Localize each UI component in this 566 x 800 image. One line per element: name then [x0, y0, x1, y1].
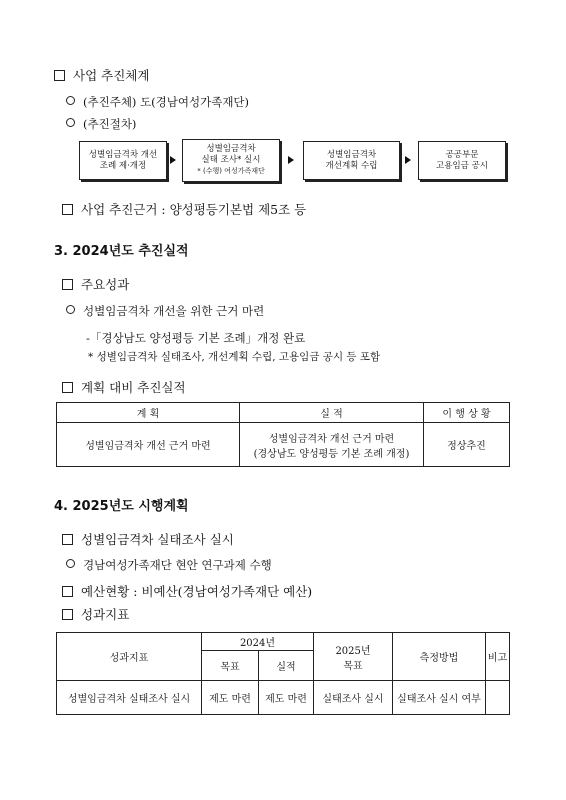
achievement-item: 성별임금격차 개선을 위한 근거 마련	[66, 303, 264, 319]
circle-bullet-icon	[66, 118, 75, 127]
square-bullet-icon	[62, 279, 73, 290]
square-bullet-icon	[54, 70, 65, 81]
square-bullet-icon	[62, 382, 73, 393]
header-result-2024: 실적	[259, 651, 314, 681]
header-2024: 2024년	[202, 633, 314, 651]
cell-goal: 제도 마련	[202, 681, 259, 715]
survey-heading: 성별임금격차 실태조사 실시	[62, 530, 234, 548]
plan-result-table	[56, 402, 510, 467]
cell-plan: 성별임금격차 개선 근거 마련	[57, 423, 240, 467]
cell-result: 제도 마련	[259, 681, 314, 715]
achievements-heading: 주요성과	[62, 275, 129, 293]
achievement-note: * 성별임금격차 실태조사, 개선계획 수립, 고용임금 공시 등 포함	[88, 351, 381, 363]
arrow-right-icon	[288, 156, 294, 164]
cell-result: 성별임금격차 개선 근거 마련 (경상남도 양성평등 기본 조례 개정)	[240, 423, 424, 467]
header-note: 비고	[486, 633, 510, 681]
square-bullet-icon	[62, 586, 73, 597]
header-2025: 2025년 목표	[314, 633, 393, 681]
arrow-right-icon	[170, 156, 176, 164]
flow-step-survey: 성별임금격차 실태 조사* 실시 * (수행) 여성가족재단	[182, 139, 280, 182]
flow-step-plan: 성별임금격차 개선계획 수립	[303, 141, 400, 180]
table-header-row	[57, 403, 510, 423]
header-goal: 목표	[202, 651, 259, 681]
cell-method: 실태조사 실시 여부	[393, 681, 486, 715]
flow-step-ordinance: 성별임금격차 개선 조례 제·개정	[79, 141, 167, 180]
square-bullet-icon	[62, 609, 73, 620]
promoter-line: (추진주체) 도(경남여성가족재단)	[66, 94, 249, 110]
square-bullet-icon	[62, 204, 73, 215]
achievement-dash: -「경상남도 양성평등 기본 조례」개정 완료	[86, 331, 306, 345]
indicators-heading: 성과지표	[62, 605, 129, 623]
research-task: 경남여성가족재단 현안 연구과제 수행	[66, 557, 272, 573]
cell-note	[486, 681, 510, 715]
cell-status: 정상추진	[424, 423, 510, 467]
section-heading-system: 사업 추진체계	[54, 66, 149, 84]
table-row	[57, 423, 510, 467]
header-method: 측정방법	[393, 633, 486, 681]
section-title-2024: 3. 2024년도 추진실적	[54, 244, 189, 259]
circle-bullet-icon	[66, 305, 75, 314]
header-status: 이 행 상 황	[424, 403, 510, 423]
square-bullet-icon	[62, 534, 73, 545]
table-row	[57, 681, 510, 715]
plan-vs-heading: 계획 대비 추진실적	[62, 378, 186, 396]
indicator-table	[56, 632, 510, 715]
cell-indicator: 성별임금격차 실태조사 실시	[57, 681, 202, 715]
header-result: 실 적	[240, 403, 424, 423]
circle-bullet-icon	[66, 96, 75, 105]
arrow-right-icon	[405, 156, 411, 164]
header-indicator: 성과지표	[57, 633, 202, 681]
section-title-2025: 4. 2025년도 시행계획	[54, 499, 189, 514]
budget-status: 예산현황 : 비예산(경남여성가족재단 예산)	[62, 582, 312, 600]
legal-basis: 사업 추진근거 : 양성평등기본법 제5조 등	[62, 200, 306, 218]
flow-step-disclosure: 공공부문 고용임금 공시	[418, 141, 506, 180]
header-plan: 계 획	[57, 403, 240, 423]
cell-goal-2025: 실태조사 실시	[314, 681, 393, 715]
circle-bullet-icon	[66, 559, 75, 568]
procedure-line: (추진절차)	[66, 116, 136, 132]
